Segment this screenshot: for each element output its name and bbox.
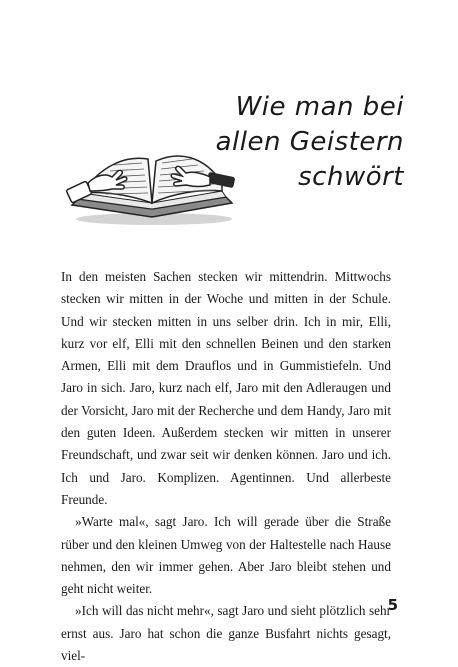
paragraph-3: »Ich will das nicht mehr«, sagt Jaro und sieht plötzlich sehr ernst aus. Jaro hat schon die ganze Busfahrt nichts gesagt, viel- <box>61 603 391 664</box>
chapter-title <box>216 90 404 195</box>
paragraph-1: In den meisten Sachen stecken wir mittendrin. Mittwochs stecken wir mitten in der Woche und mitten in der Schule. Und wir stecken mitten in uns selber drin. Ich in mir, Elli, kurz vor elf, Elli mit den schnellen Beinen und den starken Armen, Elli mit dem Drauflos und in Gummistiefeln. Und Jaro in sich. Jaro, kurz nach elf, Jaro mit den Adleraugen und der Vorsicht, Jaro mit der Recherche und dem Handy, Jaro mit den guten Ideen. Außerdem stecken wir mitten in unserer Freundschaft, und zwar seit wir denken können. Jaro und ich. Ich und Jaro. Komplizen. Agentinnen. Und allerbeste Freunde. <box>61 269 391 507</box>
open-book-with-hands-icon <box>66 147 238 227</box>
body-text <box>61 266 391 667</box>
chapter-title-line-2: allen Geistern <box>215 127 404 157</box>
chapter-title-line-1: Wie man bei <box>235 92 404 122</box>
chapter-title-line-3: schwört <box>298 162 404 192</box>
paragraph-2: »Warte mal«, sagt Jaro. Ich will gerade über die Straße rüber und den kleinen Umweg von der Haltestelle nach Hause nehmen, den wir immer gehen. Aber Jaro bleibt stehen und geht nicht weiter. <box>61 514 391 597</box>
page-number: 5 <box>387 596 398 614</box>
